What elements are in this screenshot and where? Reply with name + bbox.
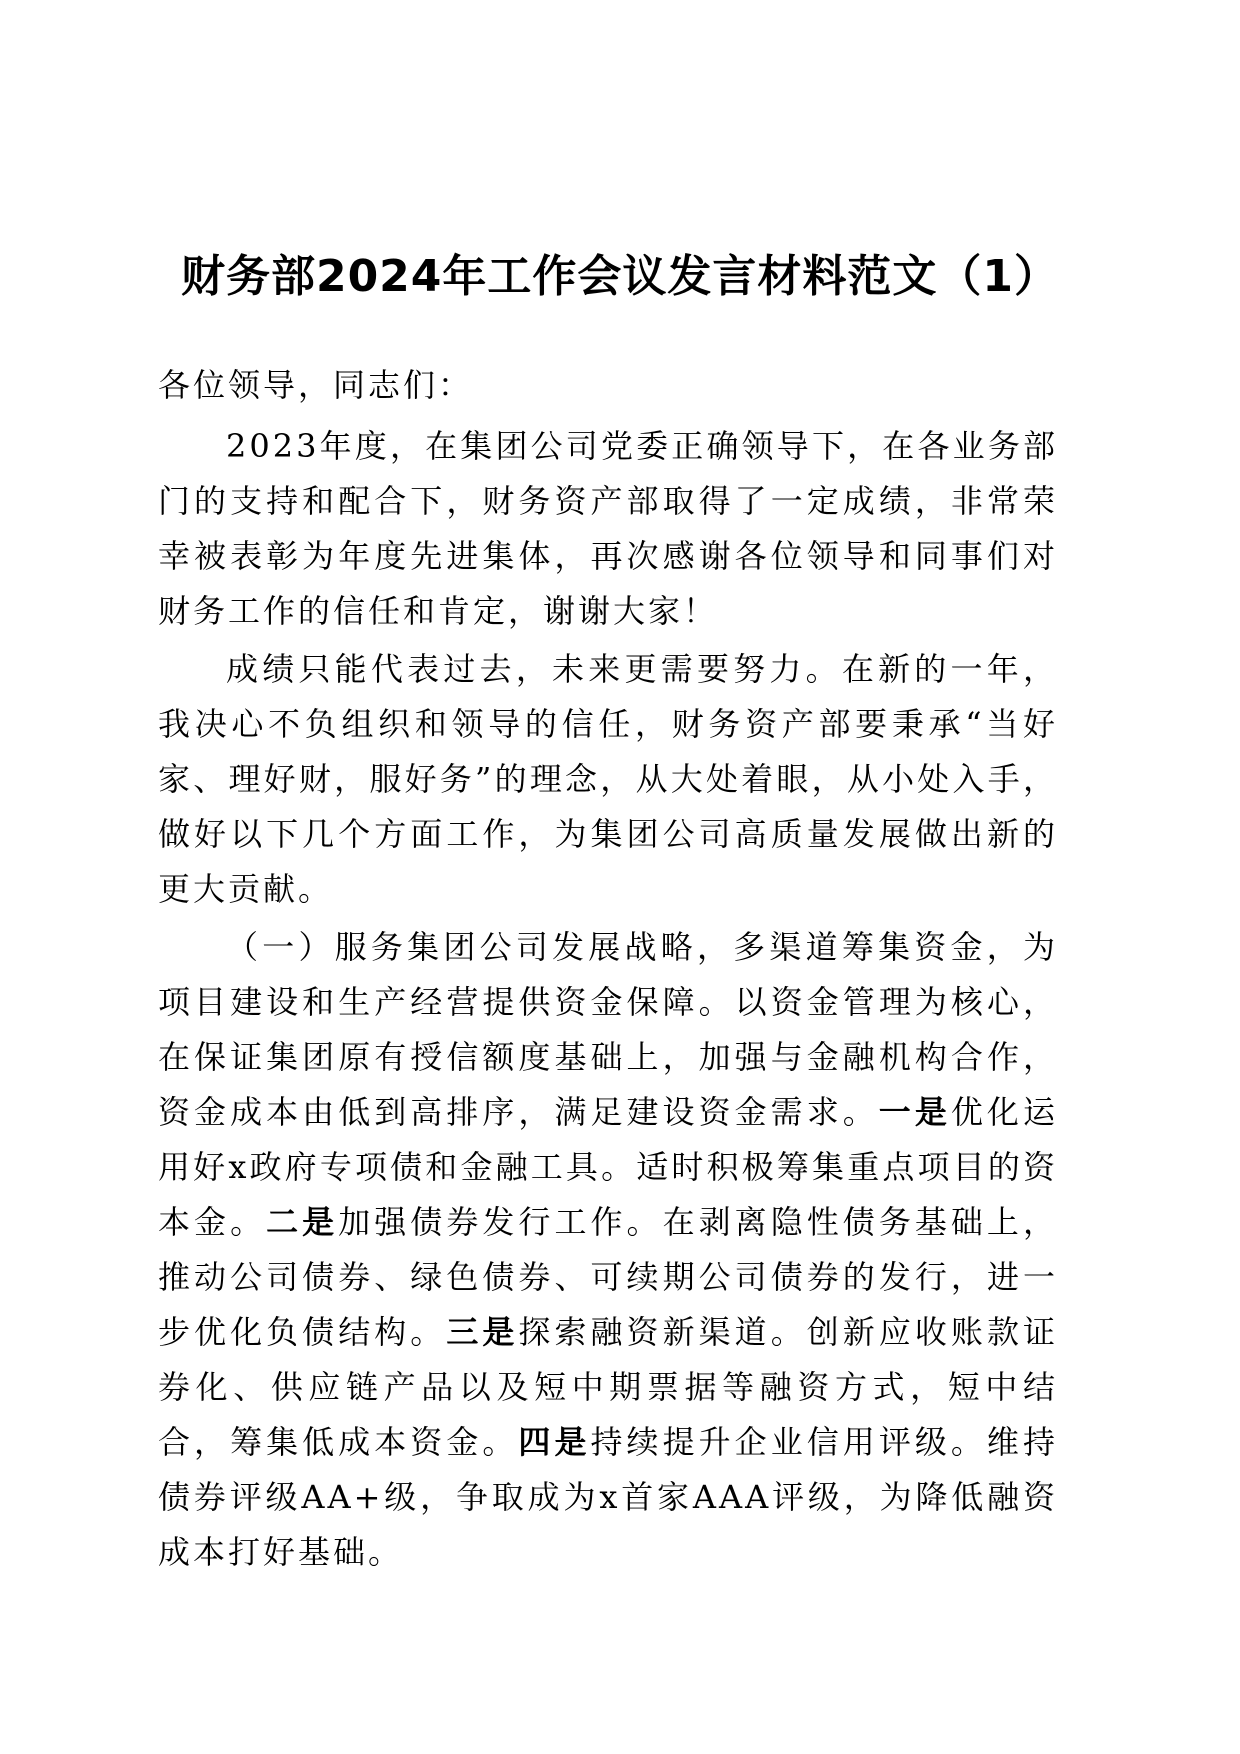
greeting: 各位领导，同志们： <box>158 366 474 404</box>
point-2-text: 加强债券发行工作。在剥离隐性债务基础上，推动公司债券、绿色债券、可续期公司债券的发行，进一步优化负债结构。 <box>158 1203 1058 1351</box>
point-2-label: 二是 <box>266 1203 339 1241</box>
paragraph-3-intro: （一）服务集团公司发展战略，多渠道筹集资金，为项目建设和生产经营提供资金保障。以资金管理为核心，在保证集团原有授信额度基础上，加强与金融机构合作，资金成本由低到高排序，满足建设资金需求。 <box>158 928 1058 1131</box>
point-1-text: 优化运用好x政府专项债和金融工具。适时积极筹集重点项目的资本金。 <box>158 1093 1058 1241</box>
document-body <box>158 358 1058 1580</box>
point-4-label: 四是 <box>518 1423 591 1461</box>
paragraph-2: 成绩只能代表过去，未来更需要努力。在新的一年，我决心不负组织和领导的信任，财务资产部要秉承“当好家、理好财，服好务”的理念，从大处着眼，从小处入手，做好以下几个方面工作，为集团公司高质量发展做出新的更大贡献。 <box>158 650 1058 908</box>
point-4-text: 持续提升企业信用评级。维持债券评级AA+级，争取成为x首家AAA评级，为降低融资成本打好基础。 <box>158 1423 1058 1571</box>
document-title: 财务部2024年工作会议发言材料范文（1） <box>180 251 1060 302</box>
point-3-label: 三是 <box>446 1313 519 1351</box>
point-3-text: 探索融资新渠道。创新应收账款证券化、供应链产品以及短中期票据等融资方式，短中结合，筹集低成本资金。 <box>158 1313 1058 1461</box>
paragraph-3 <box>158 920 1058 1580</box>
paragraph-1: 2023年度，在集团公司党委正确领导下，在各业务部门的支持和配合下，财务资产部取得了一定成绩，非常荣幸被表彰为年度先进集体，再次感谢各位领导和同事们对财务工作的信任和肯定，谢谢大家！ <box>158 427 1058 630</box>
point-1-label: 一是 <box>878 1093 951 1131</box>
